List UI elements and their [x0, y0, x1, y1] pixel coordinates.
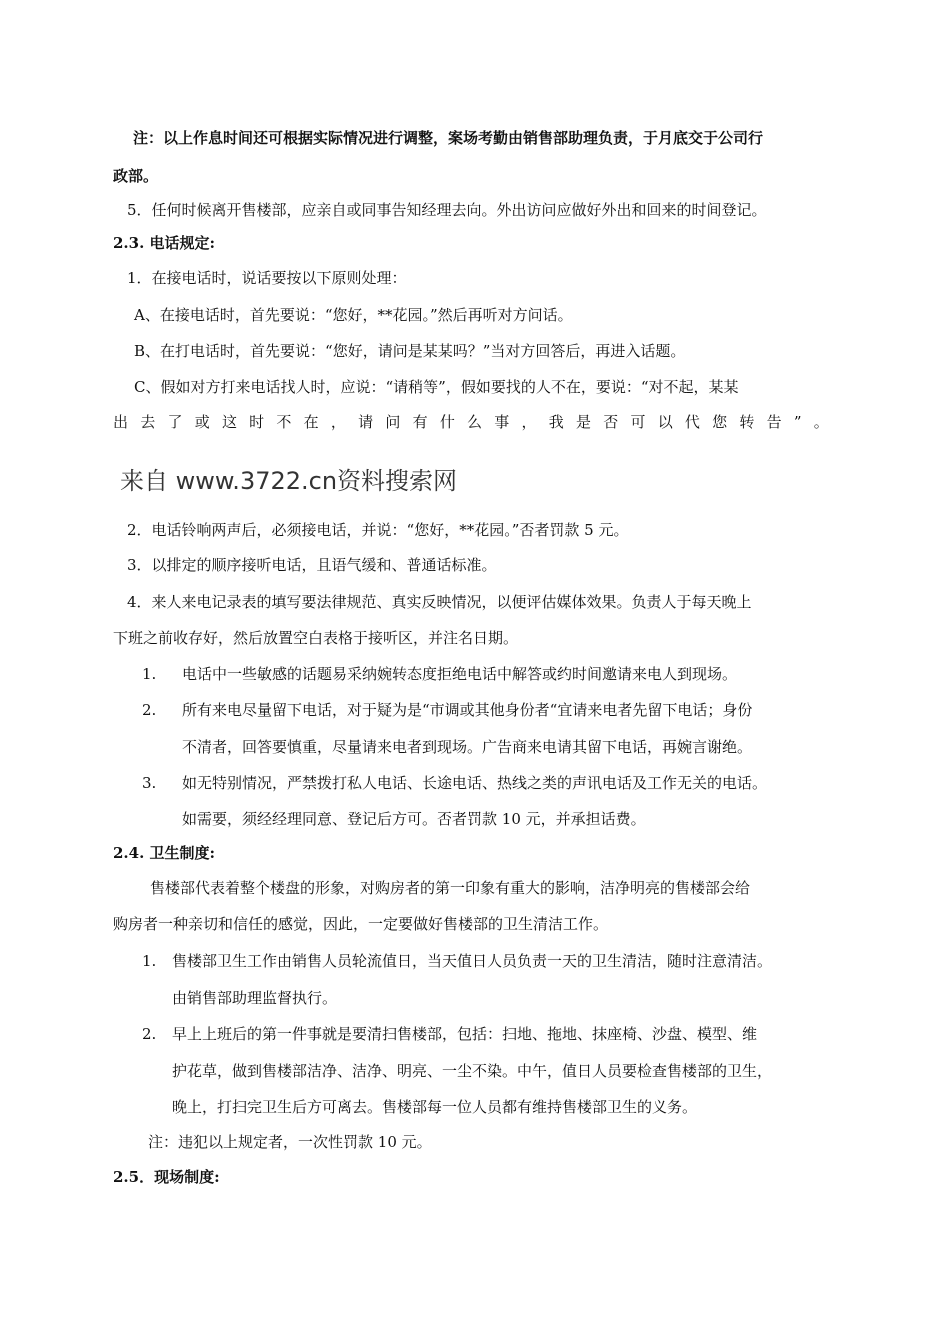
- hygiene-note: 注：违犯以上规定者，一次性罚款 10 元。: [148, 1133, 432, 1151]
- phone-rule-b: B、在打电话时，首先要说：“您好，请问是某某吗？”当对方回答后，再进入话题。: [134, 342, 686, 360]
- char: 转: [739, 413, 755, 431]
- list-number: 1.: [142, 665, 157, 683]
- char: 了: [167, 413, 183, 431]
- list-number: 2.: [142, 701, 157, 719]
- source-banner: 来自 www.3722.cn资料搜索网: [120, 467, 458, 495]
- section-2-5-heading: 2.5．现场制度:: [113, 1168, 220, 1186]
- note-line-1: 注：以上作息时间还可根据实际情况进行调整，案场考勤由销售部助理负责，于月底交于公司行: [133, 129, 764, 147]
- char: 时: [249, 413, 265, 431]
- char: 什: [439, 413, 455, 431]
- phone-rule-c-line1: C、假如对方打来电话找人时，应说：“请稍等”，假如要找的人不在，要说：“对不起，某某: [134, 378, 739, 396]
- char: 。: [813, 413, 829, 431]
- char: 事: [494, 413, 510, 431]
- phone-rule-4-line2: 下班之前收存好，然后放置空白表格于接听区，并注名日期。: [113, 629, 519, 647]
- section-2-4-heading: 2.4. 卫生制度:: [113, 844, 216, 862]
- section-2-3-heading: 2.3. 电话规定:: [113, 234, 216, 252]
- char: 有: [412, 413, 428, 431]
- list-item: 电话中一些敏感的话题易采纳婉转态度拒绝电话中解答或约时间邀请来电人到现场。: [182, 665, 738, 683]
- char: ”: [793, 413, 802, 431]
- char: 或: [194, 413, 210, 431]
- phone-rule-1: 1．在接电话时，说话要按以下原则处理：: [127, 269, 407, 287]
- char: 我: [548, 413, 564, 431]
- char: 代: [684, 413, 700, 431]
- list-number: 2.: [142, 1025, 157, 1043]
- phone-rule-2: 2．电话铃响两声后，必须接电话，并说：“您好，**花园。”否者罚款 5 元。: [127, 521, 629, 539]
- char: 请: [358, 413, 374, 431]
- phone-rule-4-line1: 4．来人来电记录表的填写要法律规范、真实反映情况，以便评估媒体效果。负责人于每天晚上: [127, 593, 752, 611]
- char: 么: [467, 413, 483, 431]
- char: 是: [575, 413, 591, 431]
- char: 在: [303, 413, 319, 431]
- list-number: 1.: [142, 952, 157, 970]
- phone-rule-c-line2: [113, 412, 829, 432]
- char: 出: [113, 413, 129, 431]
- char: 问: [385, 413, 401, 431]
- list-item: 售楼部卫生工作由销售人员轮流值日，当天值日人员负责一天的卫生清洁，随时注意清洁。: [172, 952, 773, 970]
- char: 您: [712, 413, 728, 431]
- char: ，: [330, 413, 346, 431]
- char: 以: [657, 413, 673, 431]
- list-item: 早上上班后的第一件事就是要清扫售楼部，包括：扫地、拖地、抹座椅、沙盘、模型、维: [172, 1025, 758, 1043]
- list-item: 如需要，须经经理同意、登记后方可。否者罚款 10 元，并承担话费。: [182, 810, 646, 828]
- list-item: 不清者，回答要慎重，尽量请来电者到现场。广告商来电请其留下电话，再婉言谢绝。: [182, 738, 753, 756]
- char: 否: [603, 413, 619, 431]
- char: 这: [221, 413, 237, 431]
- list-item: 由销售部助理监督执行。: [172, 989, 338, 1007]
- hygiene-intro-line2: 购房者一种亲切和信任的感觉，因此，一定要做好售楼部的卫生清洁工作。: [113, 915, 609, 933]
- item-5: 5．任何时候离开售楼部，应亲自或同事告知经理去向。外出访问应做好外出和回来的时间登记。: [127, 201, 767, 219]
- list-item: 护花草，做到售楼部洁净、洁净、明亮、一尘不染。中午，值日人员要检查售楼部的卫生，: [172, 1062, 773, 1080]
- char: ，: [521, 413, 537, 431]
- hygiene-intro-line1: 售楼部代表着整个楼盘的形象，对购房者的第一印象有重大的影响，洁净明亮的售楼部会给: [150, 879, 751, 897]
- char: 告: [766, 413, 782, 431]
- phone-rule-a: A、在接电话时，首先要说：“您好，**花园。”然后再听对方问话。: [134, 306, 573, 324]
- list-item: 如无特别情况，严禁拨打私人电话、长途电话、热线之类的声讯电话及工作无关的电话。: [182, 774, 768, 792]
- list-number: 3.: [142, 774, 157, 792]
- note-line-2: 政部。: [113, 167, 159, 185]
- list-item: 所有来电尽量留下电话，对于疑为是“市调或其他身份者“宜请来电者先留下电话；身份: [182, 701, 753, 719]
- list-item: 晚上，打扫完卫生后方可离去。售楼部每一位人员都有维持售楼部卫生的义务。: [172, 1098, 698, 1116]
- char: 不: [276, 413, 292, 431]
- char: 可: [630, 413, 646, 431]
- char: 去: [140, 413, 156, 431]
- phone-rule-3: 3．以排定的顺序接听电话，且语气缓和、普通话标准。: [127, 556, 497, 574]
